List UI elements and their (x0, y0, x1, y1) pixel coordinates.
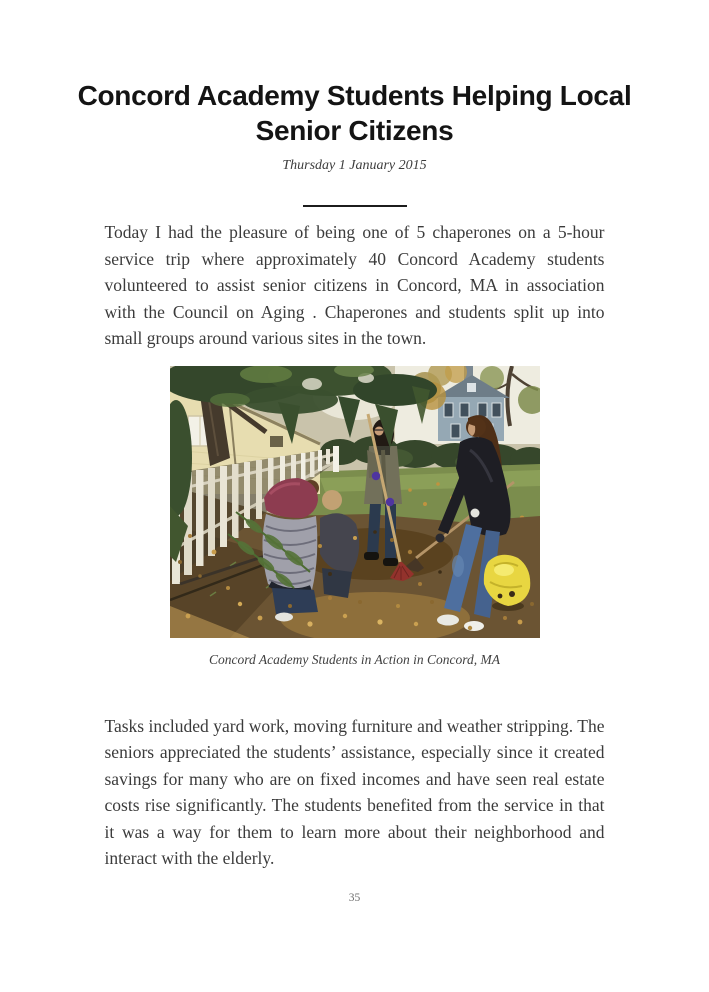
section-divider (303, 205, 407, 207)
article-title: Concord Academy Students Helping Local Senior Citizens (77, 80, 632, 146)
article-figure (170, 366, 540, 669)
photo-caption: Concord Academy Students in Action in Concord, MA (209, 651, 500, 667)
article-date: Thursday 1 January 2015 (282, 158, 427, 173)
photo-illustration (170, 366, 540, 638)
paragraph-1: Today I had the pleasure of being one of 5 chaperones on a 5-hour service trip where approximately 40 Concord Academy students volunteered to assist senior citizens in Concord, MA in association with the Council on Aging . Chaperones and students split up into small groups around various sites in the town. (104, 222, 605, 348)
page-number: 35 (348, 891, 361, 904)
paragraph-2: Tasks included yard work, moving furniture and weather stripping. The seniors appreciated the students’ assistance, especially since it created savings for many who are on fixed incomes and have seen real estate costs rise significantly. The students benefited from the service in that it was a way for them to learn more about their neighborhood and interact with the elderly. (104, 715, 605, 868)
